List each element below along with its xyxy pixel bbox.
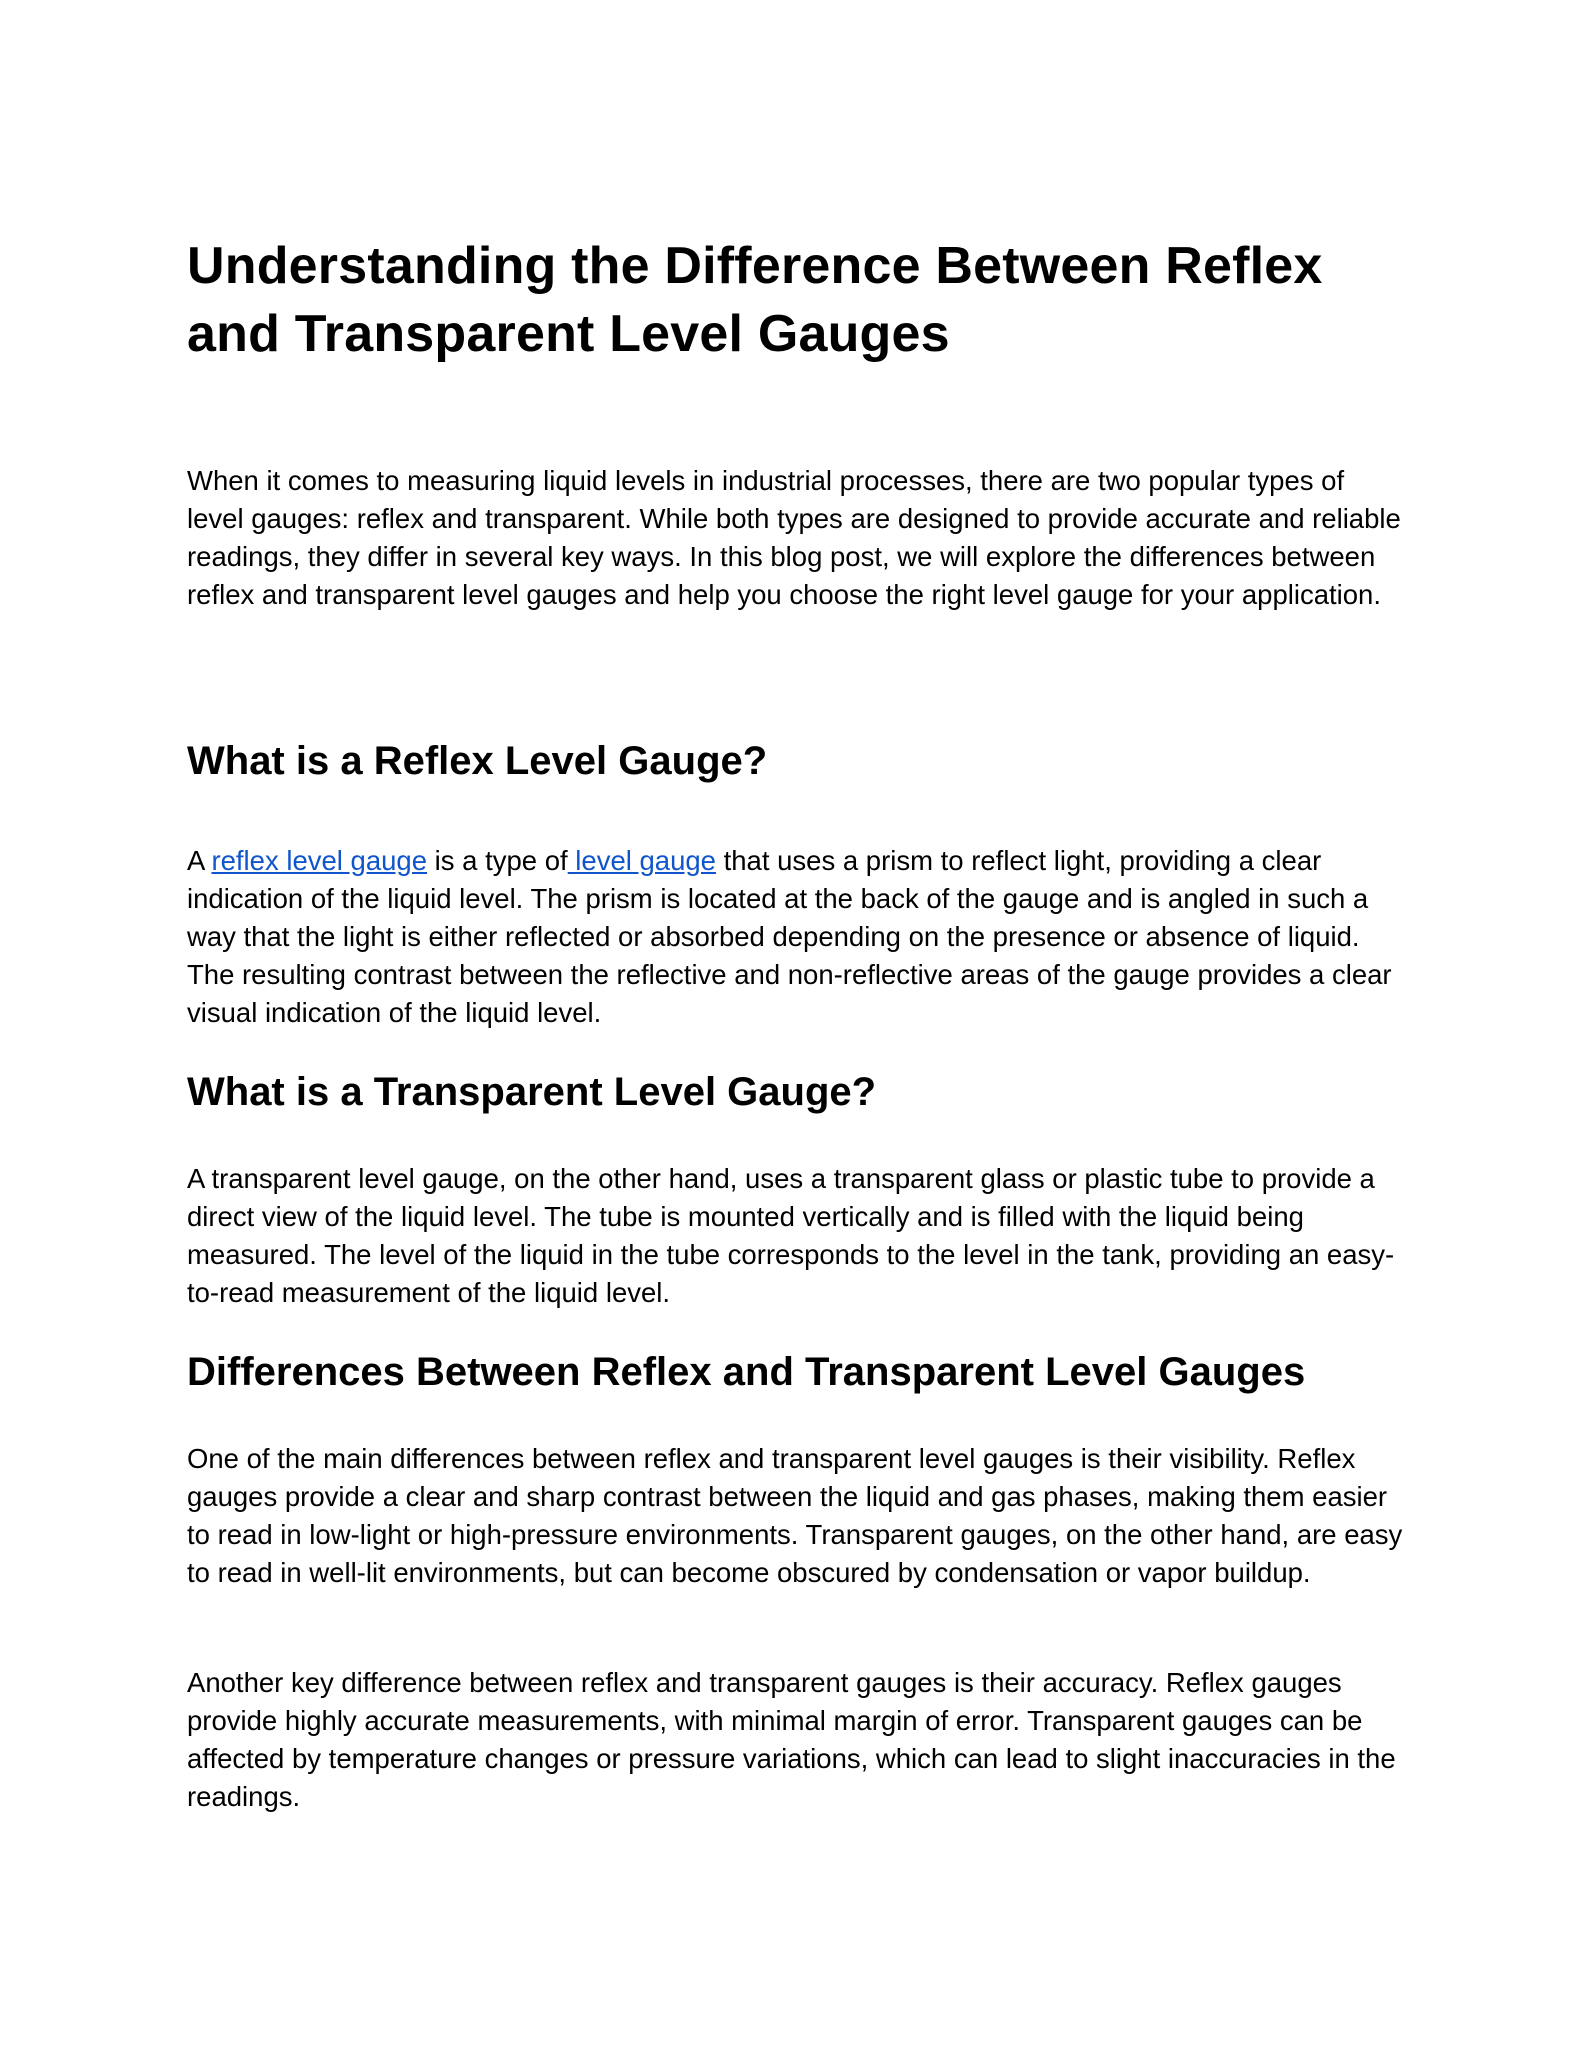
differences-paragraph-2: Another key difference between reflex and transparent gauges is their accuracy. Reflex gauges provide highly accurate measurements, with minimal margin of error. Transparent gauges can be affected by temperature changes or pressure variations, which can lead to slight inaccuracies in the readings.	[187, 1667, 1396, 1812]
transparent-paragraph: A transparent level gauge, on the other hand, uses a transparent glass or plastic tube to provide a direct view of the liquid level. The tube is mounted vertically and is filled with the liquid being measured. The level of the liquid in the tube corresponds to the level in the tank, providing an easy-to-read measurement of the liquid level.	[187, 1163, 1395, 1308]
differences-heading: Differences Between Reflex and Transparent Level Gauges	[187, 1350, 1306, 1394]
reflex-text-rest: that uses a prism to reflect light, providing a clear indication of the liquid level. The prism is located at the back of the gauge and is angled in such a way that the light is either reflected or absorbed depending on the presence or absence of liquid. The resulting contrast between the reflective and non-reflective areas of the gauge provides a clear visual indication of the liquid level.	[187, 845, 1392, 1028]
level-gauge-link[interactable]: level gauge	[567, 845, 716, 876]
reflex-text-start: A	[187, 845, 212, 876]
reflex-paragraph	[187, 842, 1407, 1032]
page-title: Understanding the Difference Between Reflex and Transparent Level Gauges	[187, 237, 1323, 363]
differences-paragraph-1: One of the main differences between reflex and transparent level gauges is their visibility. Reflex gauges provide a clear and sharp contrast between the liquid and gas phases, making them easier to read in low-light or high-pressure environments. Transparent gauges, on the other hand, are easy to read in well-lit environments, but can become obscured by condensation or vapor buildup.	[187, 1443, 1403, 1588]
intro-paragraph: When it comes to measuring liquid levels in industrial processes, there are two popular types of level gauges: reflex and transparent. While both types are designed to provide accurate and reliable readings, they differ in several key ways. In this blog post, we will explore the differences between reflex and transparent level gauges and help you choose the right level gauge for your application.	[187, 465, 1401, 610]
reflex-heading: What is a Reflex Level Gauge?	[187, 739, 768, 783]
reflex-level-gauge-link[interactable]: reflex level gauge	[211, 845, 428, 876]
transparent-heading: What is a Transparent Level Gauge?	[187, 1070, 877, 1114]
reflex-text-middle: is a type of	[427, 845, 568, 876]
